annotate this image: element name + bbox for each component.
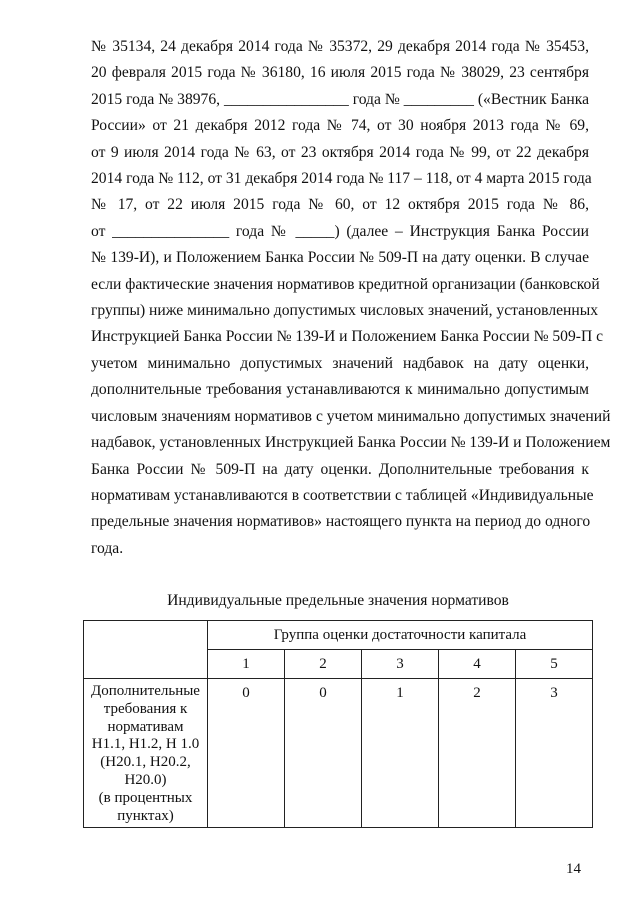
- body-line: нормативам устанавливаются в соответствии с таблицей «Индивидуальные: [91, 486, 594, 504]
- group-header: Группа оценки достаточности капитала: [208, 621, 593, 650]
- body-line: 2015 года № 38976, ________________ года № _________ («Вестник Банка: [91, 90, 589, 108]
- group-number: 2: [285, 650, 362, 679]
- norms-table: [83, 620, 593, 828]
- row-label-line: нормативам: [107, 718, 184, 735]
- body-line: дополнительные требования устанавливаются к минимально допустимым: [91, 381, 589, 399]
- body-paragraph: [91, 34, 611, 562]
- value-cell: 0: [208, 679, 285, 828]
- body-line: России» от 21 декабря 2012 года № 74, от 30 ноября 2013 года № 69,: [91, 117, 589, 135]
- group-number: 5: [516, 650, 593, 679]
- row-label-line: (в процентных: [98, 789, 193, 806]
- body-line: 20 февраля 2015 года № 36180, 16 июля 2015 года № 38029, 23 сентября: [91, 64, 589, 82]
- page-number: 14: [566, 861, 581, 877]
- body-line: надбавок, установленных Инструкцией Банка России № 139-И и Положением: [91, 434, 611, 452]
- body-line: 2014 года № 112, от 31 декабря 2014 года № 117 – 118, от 4 марта 2015 года: [91, 170, 592, 188]
- row-label-line: Н1.1, Н1.2, Н 1.0: [91, 736, 200, 753]
- row-label: [84, 679, 208, 828]
- group-number: 1: [208, 650, 285, 679]
- value-cell: 3: [516, 679, 593, 828]
- table-title: Индивидуальные предельные значения нормативов: [167, 592, 509, 609]
- body-line: № 139-И), и Положением Банка России № 509-П на дату оценки. В случае: [91, 249, 589, 267]
- table-row: [84, 679, 593, 828]
- table-corner-cell: [84, 621, 208, 679]
- body-line: группы) ниже минимально допустимых числовых значений, установленных: [91, 302, 599, 320]
- row-label-line: (Н20.1, Н20.2,: [100, 754, 191, 771]
- body-line: Банка России № 509-П на дату оценки. Дополнительные требования к: [91, 460, 589, 478]
- group-number: 3: [362, 650, 439, 679]
- value-cell: 1: [362, 679, 439, 828]
- body-line: Инструкцией Банка России № 139-И и Положением Банка России № 509-П с: [91, 328, 604, 346]
- body-line: № 17, от 22 июля 2015 года № 60, от 12 октября 2015 года № 86,: [91, 196, 589, 214]
- group-number: 4: [439, 650, 516, 679]
- row-label-line: Н20.0): [124, 771, 167, 788]
- body-line: учетом минимально допустимых значений надбавок на дату оценки,: [91, 354, 589, 372]
- row-label-line: пунктах): [117, 807, 174, 824]
- value-cell: 0: [285, 679, 362, 828]
- body-line: числовым значениям нормативов с учетом минимально допустимых значений: [91, 407, 611, 425]
- value-cell: 2: [439, 679, 516, 828]
- body-line: предельные значения нормативов» настоящего пункта на период до одного: [91, 513, 591, 531]
- row-label-line: Дополнительные: [91, 683, 200, 699]
- table-header-row: [84, 621, 593, 650]
- body-line: от _______________ года № _____) (далее – Инструкция Банка России: [91, 222, 589, 240]
- row-label-line: требования к: [103, 700, 188, 717]
- body-line: года.: [91, 539, 124, 557]
- body-line: от 9 июля 2014 года № 63, от 23 октября 2014 года № 99, от 22 декабря: [91, 143, 589, 161]
- body-line: № 35134, 24 декабря 2014 года № 35372, 29 декабря 2014 года № 35453,: [91, 38, 589, 55]
- body-line: если фактические значения нормативов кредитной организации (банковской: [91, 275, 600, 293]
